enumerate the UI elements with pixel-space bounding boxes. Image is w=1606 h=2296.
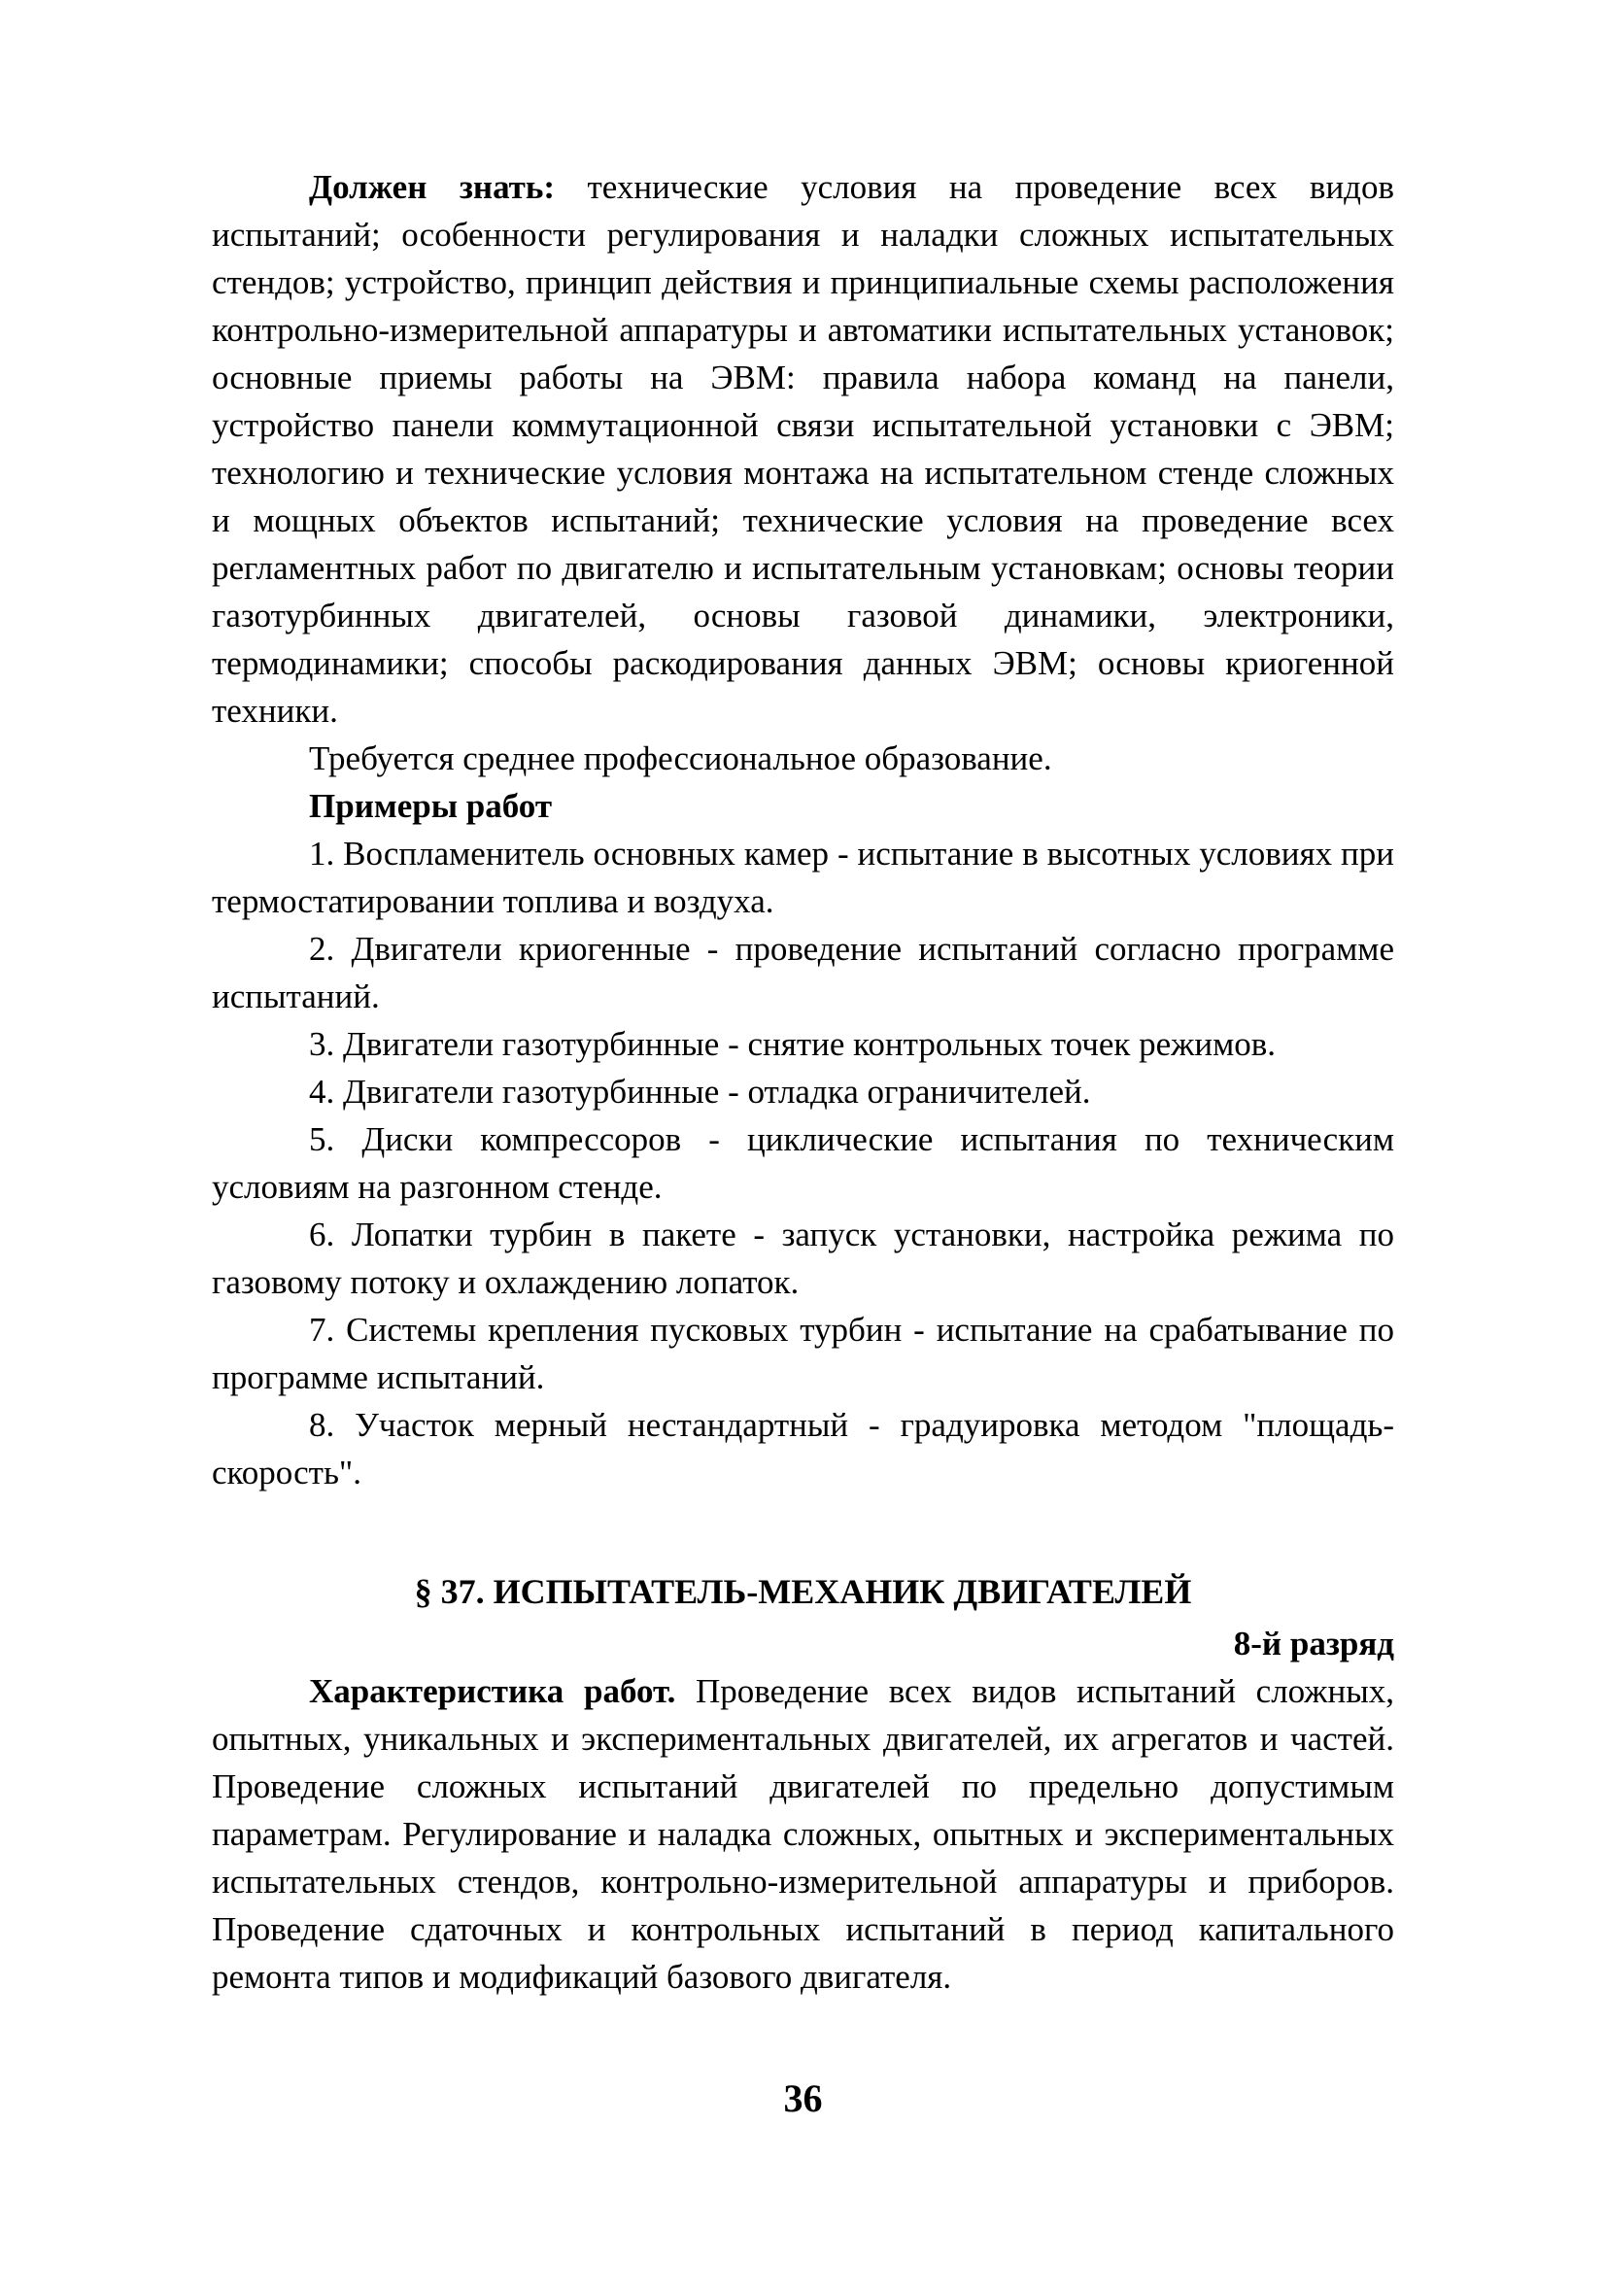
- page-content: [212, 163, 1394, 2001]
- example-item: 3. Двигатели газотурбинные - снятие контрольных точек режимов.: [309, 1025, 1276, 1063]
- example-item: 1. Воспламенитель основных камер - испытание в высотных условиях при термостатировании топлива и воздуха.: [212, 835, 1394, 920]
- examples-heading: Примеры работ: [309, 787, 553, 825]
- knowledge-paragraph: [212, 163, 1394, 735]
- characteristic-paragraph: [212, 1667, 1394, 2001]
- section-title: § 37. ИСПЫТАТЕЛЬ-МЕХАНИК ДВИГАТЕЛЕЙ: [414, 1572, 1192, 1611]
- example-item: 5. Диски компрессоров - циклические испытания по техническим условиям на разгонном стенде.: [212, 1120, 1394, 1206]
- example-item: 2. Двигатели криогенные - проведение испытаний согласно программе испытаний.: [212, 930, 1394, 1015]
- knowledge-text: технические условия на проведение всех видов испытаний; особенности регулирования и наладки сложных испытательных стендов; устройство, принцип действия и принципиальные схемы расположения контрольно-измерительной аппаратуры и автоматики испытательных установок; основные приемы работы на ЭВМ: правила набора команд на панели, устройство панели коммутационной связи испытательной установки с ЭВМ; технологию и технические условия монтажа на испытательном стенде сложных и мощных объектов испытаний; технические условия на проведение всех регламентных работ по двигателю и испытательным установкам; основы теории газотурбинных двигателей, основы газовой динамики, электроники, термодинамики; способы раскодирования данных ЭВМ; основы криогенной техники.: [212, 168, 1395, 730]
- rank-label: 8-й разряд: [1233, 1625, 1394, 1662]
- example-item: 8. Участок мерный нестандартный - градуировка методом "площадь-скорость".: [212, 1406, 1394, 1491]
- example-item: 7. Системы крепления пусковых турбин - испытание на срабатывание по программе испытаний.: [212, 1311, 1394, 1396]
- education-requirement: Требуется среднее профессиональное образование.: [309, 739, 1052, 777]
- example-item: 6. Лопатки турбин в пакете - запуск установки, настройка режима по газовому потоку и охлаждению лопаток.: [212, 1216, 1394, 1301]
- page-number: 36: [783, 2076, 823, 2120]
- example-item: 4. Двигатели газотурбинные - отладка ограничителей.: [309, 1073, 1091, 1111]
- characteristic-text: Проведение всех видов испытаний сложных, опытных, уникальных и экспериментальных двигателей, их агрегатов и частей. Проведение сложных испытаний двигателей по предельно допустимым параметрам. Регулирование и наладка сложных, опытных и экспериментальных испытательных стендов, контрольно-измерительной аппаратуры и приборов. Проведение сдаточных и контрольных испытаний в период капитального ремонта типов и модификаций базового двигателя.: [212, 1672, 1394, 1996]
- knowledge-label: Должен знать:: [309, 168, 556, 206]
- characteristic-label: Характеристика работ.: [309, 1672, 676, 1710]
